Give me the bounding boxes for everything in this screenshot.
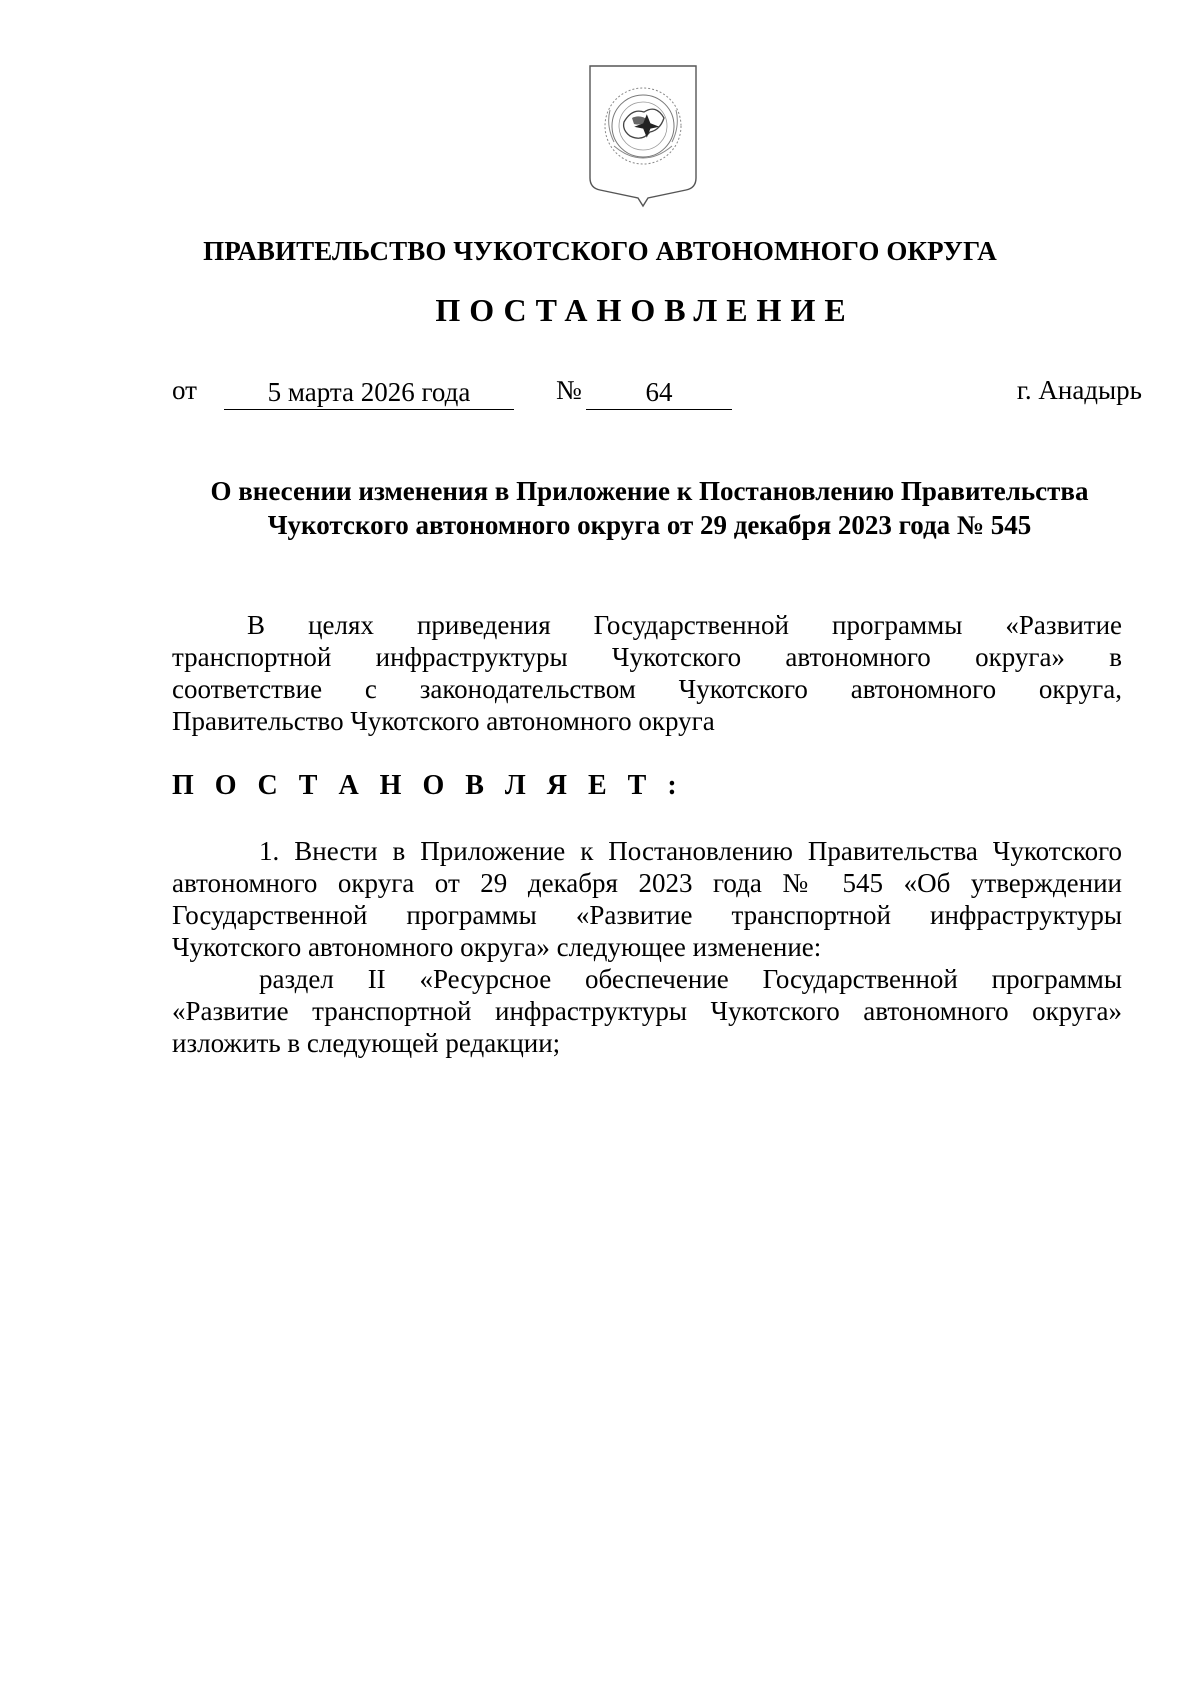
paragraph-line: соответствие с законодательством Чукотского автономного округа, bbox=[172, 674, 1122, 704]
paragraph-line: Правительство Чукотского автономного округа bbox=[172, 706, 715, 736]
chukotka-coat-of-arms-icon bbox=[584, 60, 702, 210]
title-line: Чукотского автономного округа от 29 декабря 2023 года № 545 bbox=[267, 510, 1032, 540]
paragraph-line: Чукотского автономного округа» следующее изменение: bbox=[172, 932, 822, 962]
resolves-heading: П О С Т А Н О В Л Я Е Т : bbox=[172, 770, 684, 801]
city: г. Анадырь bbox=[1016, 375, 1142, 405]
paragraph-line: автономного округа от 29 декабря 2023 года № 545 «Об утверждении bbox=[172, 868, 1122, 898]
paragraph-line: раздел II «Ресурсное обеспечение Государственной программы bbox=[259, 964, 1122, 994]
paragraph-line: В целях приведения Государственной программы «Развитие bbox=[247, 610, 1122, 640]
item-1-subparagraph bbox=[172, 963, 1122, 1059]
title-line: О внесении изменения в Приложение к Постановлению Правительства bbox=[210, 476, 1089, 506]
preamble-paragraph bbox=[172, 609, 1122, 737]
number-sign: № bbox=[556, 375, 582, 405]
paragraph-line: «Развитие транспортной инфраструктуры Чукотского автономного округа» bbox=[172, 996, 1122, 1026]
document-date: 5 марта 2026 года bbox=[224, 375, 514, 410]
document-title bbox=[172, 474, 1127, 542]
paragraph-line: изложить в следующей редакции; bbox=[172, 1028, 561, 1058]
paragraph-line: транспортной инфраструктуры Чукотского автономного округа» в bbox=[172, 642, 1122, 672]
document-number: 64 bbox=[586, 375, 732, 410]
paragraph-line: Государственной программы «Развитие транспортной инфраструктуры bbox=[172, 900, 1122, 930]
document-meta bbox=[172, 375, 1142, 415]
item-1-paragraph bbox=[172, 835, 1122, 963]
document-type: ПОСТАНОВЛЕНИЕ bbox=[435, 292, 855, 328]
date-prefix: от bbox=[172, 375, 197, 405]
organization-name: ПРАВИТЕЛЬСТВО ЧУКОТСКОГО АВТОНОМНОГО ОКРУГА bbox=[203, 236, 997, 266]
paragraph-line: 1. Внести в Приложение к Постановлению Правительства Чукотского bbox=[259, 836, 1122, 866]
